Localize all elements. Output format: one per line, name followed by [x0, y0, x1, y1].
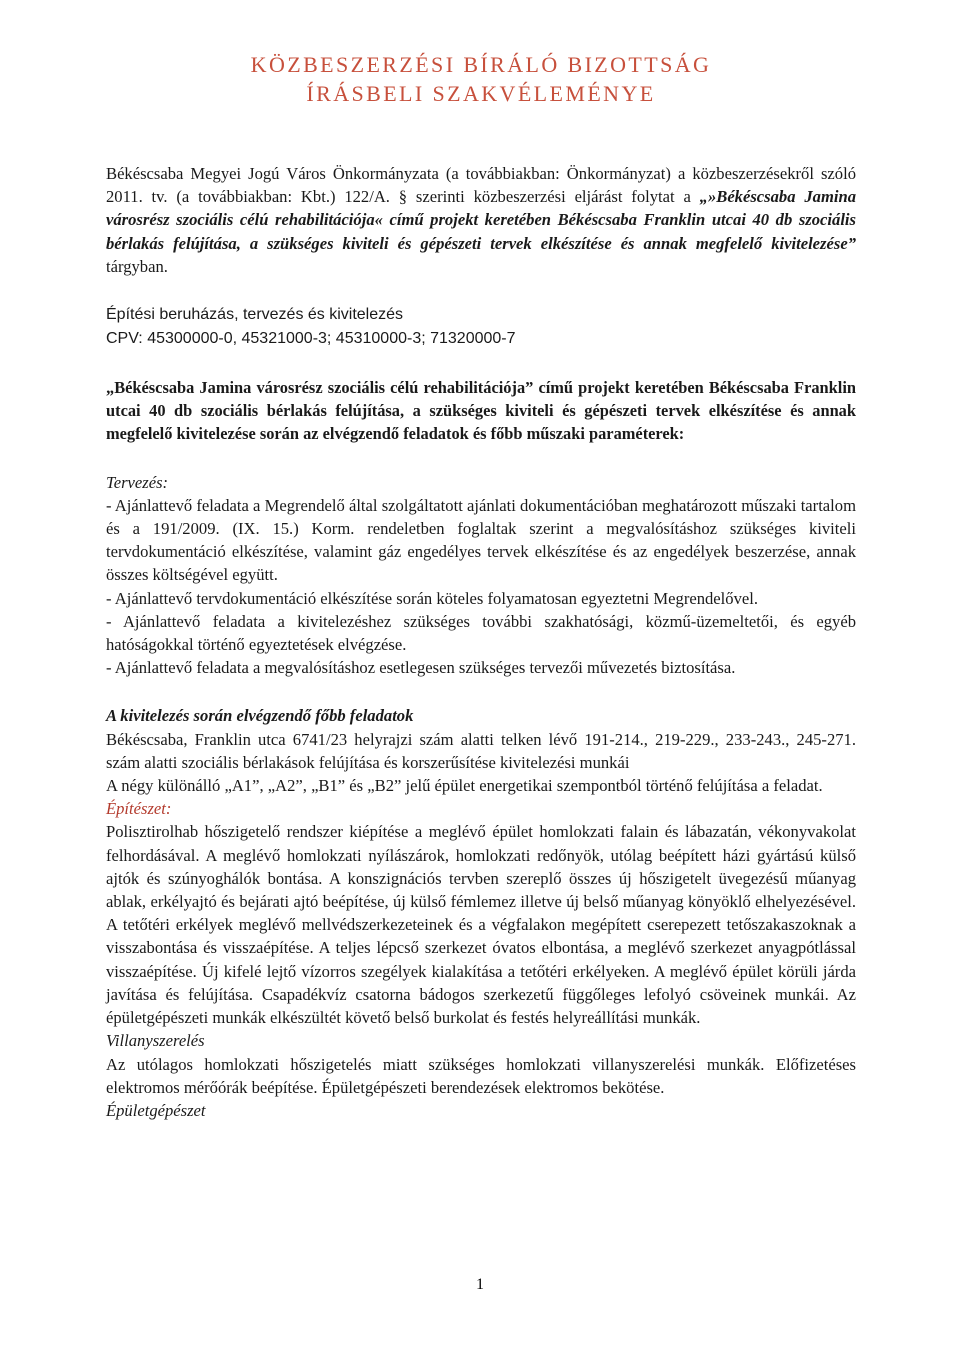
epiteszet-text: Polisztirolhab hőszigetelő rendszer kiépítése a meglévő épület homlokzati falain és lábazatán, vékonyvakolat felhordásával. A meglévő homlokzati nyílászárok, homlokzati redőnyök, utólag beépített házi gyártású külső ajtók és szúnyoghálók bontása. A konszignációs tervben szereplő összes új hőszigetelt üvegezésű műanyag ablak, erkélyajtó és bejárati ajtó beépítése, új külső fémlemez illetve új belső műanyag könyöklő elhelyezésével. A tetőtéri erkélyek meglévő mellvédszerkezeteinek és a végfalakon megépített cserepezett tetőszakaszoknak a visszabontása és visszaépítése. A teljes lépcső szerkezet óvatos elbontása, a meglévő szerkezet anyagpótlással visszaépítése. Új kifelé lejtő vízorros szegélyek kialakítása a tetőtéri erkélyeken. A meglévő épület körüli járda javítása és felújítása. Csapadékvíz csatorna bádogos szerkezetű függőleges lefolyó csöveinek munkái. Az épületgépészeti munkák elkészültét követő belső burkolat és festés helyreállítási munkák. [106, 822, 856, 1028]
intro-text-2: tárgyban. [106, 256, 168, 276]
villanyszereles-text: Az utólagos homlokzati hőszigetelés miatt szükséges homlokzati villanyszerelési munkák. Előfizetéses elektromos mérőórák beépítése. Épületgépészeti berendezések elektromos bekötése. [106, 1054, 856, 1097]
tervezes-item-3: - Ajánlattevő feladata a kivitelezéshez szükséges további szakhatósági, közmű-üzemeltetői, és egyéb hatóságokkal történő egyeztetések elvégzése. [106, 611, 856, 655]
tervezes-item-4: - Ajánlattevő feladata a megvalósításhoz esetlegesen szükséges tervezői művezetés biztosítása. [106, 658, 736, 678]
cpv-category: Építési beruházás, tervezés és kivitelezés [106, 306, 404, 324]
intro-paragraph [106, 162, 856, 278]
kivitelezes-section [106, 704, 856, 1122]
epiteszet-heading: Építészet: [106, 799, 172, 819]
tervezes-heading: Tervezés: [106, 472, 169, 492]
project-title: „»Békéscsaba Jamina városrész szociális célú rehabilitációja« című projekt keretében Békéscsaba Franklin utcai 40 db szociális bérlakás felújítása, a szükséges kiviteli és gépészeti tervek elkészítése és annak megfelelő kivitelezése” [106, 187, 856, 253]
document-page [106, 50, 856, 1122]
document-title [106, 50, 856, 108]
tervezes-item-1: - Ajánlattevő feladata a Megrendelő által szolgáltatott ajánlati dokumentációban meghatározott műszaki tartalom és a 191/2009. (IX. 15.) Korm. rendeletben foglaltak szerint a megvalósításhoz szükséges kiviteli tervdokumentáció elkészítése, valamint gáz engedélyes tervek elkészítése és az engedélyek beszerzése, annak összes költségével együtt. [106, 495, 856, 585]
cpv-block [106, 303, 856, 351]
kivitelezes-paragraph-1: Békéscsaba, Franklin utca 6741/23 helyrajzi szám alatti telken lévő 191-214., 219-229., 233-243., 245-271. szám alatti szociális bérlakások felújítása és korszerűsítése kivitelezési munkái [106, 729, 856, 772]
tervezes-section [106, 471, 856, 680]
kivitelezes-heading: A kivitelezés során elvégzendő főbb feladatok [106, 706, 414, 726]
tervezes-item-2: - Ajánlattevő tervdokumentáció elkészítése során köteles folyamatosan egyeztetni Megrendelővel. [106, 588, 758, 608]
villanyszereles-heading: Villanyszerelés [106, 1031, 205, 1051]
intro-text-1: Békéscsaba Megyei Jogú Város Önkormányzata (a továbbiakban: Önkormányzat) a közbeszerzésekről szóló 2011. tv. (a továbbiakban: Kbt.) 122/A. § szerinti közbeszerzési eljárást folytat a [106, 164, 856, 207]
title-line-2: ÍRÁSBELI SZAKVÉLEMÉNYE [306, 81, 656, 106]
epuletgepeszet-heading: Épületgépészet [106, 1100, 206, 1120]
title-line-1: KÖZBESZERZÉSI BÍRÁLÓ BIZOTTSÁG [250, 52, 712, 77]
kivitelezes-paragraph-2: A négy különálló „A1”, „A2”, „B1” és „B2” jelű épület energetikai szempontból történő felújítása a feladat. [106, 776, 823, 796]
cpv-codes: CPV: 45300000-0, 45321000-3; 45310000-3; 71320000-7 [106, 330, 516, 348]
page-number: 1 [476, 1276, 484, 1293]
project-tasks-heading: „Békéscsaba Jamina városrész szociális célú rehabilitációja” című projekt keretében Békéscsaba Franklin utcai 40 db szociális bérlakás felújítása, a szükséges kiviteli és gépészeti tervek elkészítése és annak megfelelő kivitelezése során az elvégzendő feladatok és főbb műszaki paraméterek: [106, 378, 856, 444]
